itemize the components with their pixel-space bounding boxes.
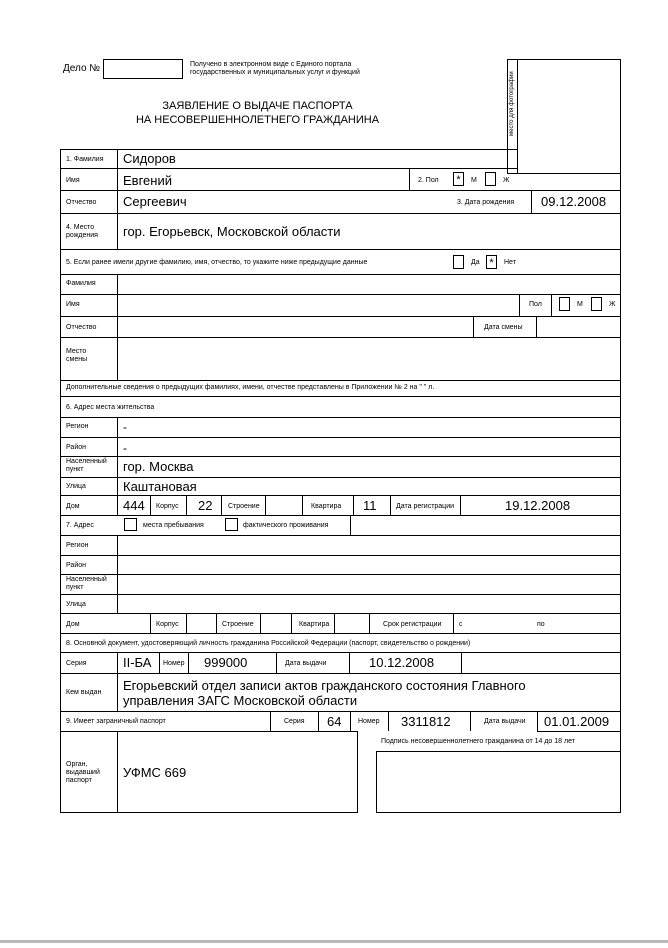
address7-heading: 7. Адрес	[66, 522, 94, 529]
main-doc-series-label: Серия	[66, 660, 87, 667]
fp-authority-value[interactable]: УФМС 669	[123, 765, 187, 780]
main-doc-series-value[interactable]: II-БА	[123, 655, 152, 670]
prev-sex-m-label: М	[577, 301, 583, 308]
fp-series-value[interactable]: 64	[327, 714, 342, 729]
main-doc-number-value[interactable]: 999000	[204, 655, 248, 670]
a7-structure-label: Строение	[222, 621, 254, 628]
surname-value[interactable]: Сидоров	[123, 151, 176, 166]
res-street-value[interactable]: Каштановая	[123, 479, 197, 494]
actual-label: фактического проживания	[243, 522, 329, 529]
res-structure-label: Строение	[228, 503, 260, 510]
res-locality-label: Населенный пункт	[66, 458, 107, 473]
photo-label: место для фотографии	[509, 71, 515, 136]
a7-building-label: Корпус	[156, 621, 179, 628]
fp-authority-label: Орган, выдавший паспорт	[66, 761, 100, 784]
prev-no-checkbox[interactable]: *	[486, 255, 497, 269]
res-reg-date-value[interactable]: 19.12.2008	[505, 498, 571, 513]
res-apartment-label: Квартира	[311, 503, 342, 510]
res-house-value[interactable]: 444	[123, 498, 145, 513]
fp-number-value[interactable]: 3311812	[401, 714, 451, 729]
main-doc-heading: 8. Основной документ, удостоверяющий личность гражданина Российской Федерации (паспорт, свидетельство о рождении)	[66, 640, 471, 647]
a7-house-label: Дом	[66, 621, 80, 628]
prev-yes-label: Да	[471, 259, 480, 266]
sex-m-checkbox[interactable]: *	[453, 172, 464, 186]
residence-heading: 6. Адрес места жительства	[66, 404, 155, 411]
birth-date-value[interactable]: 09.12.2008	[541, 194, 607, 209]
fp-series-label: Серия	[284, 718, 305, 725]
res-district-label: Район	[66, 444, 86, 451]
prev-sex-label: Пол	[529, 301, 542, 308]
form-title-line1: ЗАЯВЛЕНИЕ О ВЫДАЧЕ ПАСПОРТА	[162, 100, 353, 112]
prev-name-label: Имя	[66, 301, 80, 308]
res-reg-date-label: Дата регистрации	[396, 503, 455, 510]
birth-place-value[interactable]: гор. Егорьевск, Московской области	[123, 224, 341, 239]
res-region-value[interactable]: -	[123, 420, 127, 434]
fp-number-label: Номер	[358, 718, 380, 725]
res-locality-value[interactable]: гор. Москва	[123, 459, 194, 474]
a7-locality-label: Населенный пункт	[66, 576, 107, 591]
signature-label: Подпись несовершеннолетнего гражданина от 14 до 18 лет	[381, 738, 575, 745]
name-value[interactable]: Евгений	[123, 173, 172, 188]
fp-issue-date-label: Дата выдачи	[484, 718, 526, 725]
change-place-label: Место смены	[66, 348, 88, 363]
main-doc-issue-date-value[interactable]: 10.12.2008	[369, 655, 435, 670]
prev-sex-f-label: Ж	[609, 301, 616, 308]
patronymic-label: Отчество	[66, 199, 97, 206]
page-bottom-edge	[0, 940, 668, 943]
a7-to-label: по	[537, 621, 545, 628]
change-date-label: Дата смены	[484, 324, 523, 331]
prev-sex-f-checkbox[interactable]	[591, 297, 602, 311]
photo-box	[507, 59, 621, 174]
surname-label: 1. Фамилия	[66, 156, 104, 163]
a7-region-label: Регион	[66, 542, 89, 549]
res-house-label: Дом	[66, 503, 80, 510]
signature-box[interactable]	[376, 751, 621, 813]
issued-by-line1[interactable]: Егорьевский отдел записи актов гражданского состояния Главного	[123, 678, 526, 693]
sex-m-label: М	[471, 177, 477, 184]
additional-info: Дополнительные сведения о предыдущих фамилиях, имени, отчестве представлены в Приложении № 2 на " " л.	[66, 384, 435, 391]
res-building-value[interactable]: 22	[198, 498, 213, 513]
name-label: Имя	[66, 177, 80, 184]
prev-sex-m-checkbox[interactable]	[559, 297, 570, 311]
main-doc-number-label: Номер	[163, 660, 185, 667]
case-number-label: Дело №	[63, 63, 101, 74]
stay-label: места пребывания	[143, 522, 204, 529]
form-title-line2: НА НЕСОВЕРШЕННОЛЕТНЕГО ГРАЖДАНИНА	[135, 114, 380, 126]
a7-term-label: Срок регистрации	[383, 621, 442, 628]
prev-surname-label: Фамилия	[66, 280, 96, 287]
res-district-value[interactable]: -	[123, 441, 127, 455]
a7-street-label: Улица	[66, 601, 86, 608]
sex-label: 2. Пол	[418, 177, 439, 184]
prev-patronymic-label: Отчество	[66, 324, 97, 331]
photo-divider	[517, 59, 518, 174]
issued-by-label: Кем выдан	[66, 689, 102, 696]
main-doc-issue-date-label: Дата выдачи	[285, 660, 327, 667]
a7-apartment-label: Квартира	[299, 621, 330, 628]
a7-district-label: Район	[66, 562, 86, 569]
stay-checkbox[interactable]	[124, 518, 137, 531]
sex-f-checkbox[interactable]	[485, 172, 496, 186]
birth-place-label: 4. Место рождения	[66, 224, 98, 239]
case-number-field[interactable]	[103, 59, 183, 79]
prev-yes-checkbox[interactable]	[453, 255, 464, 269]
res-building-label: Корпус	[156, 503, 179, 510]
prev-no-label: Нет	[504, 259, 516, 266]
previous-names-question: 5. Если ранее имели другие фамилию, имя, отчество, то укажите ниже предыдущие данные	[66, 259, 368, 266]
patronymic-value[interactable]: Сергеевич	[123, 194, 187, 209]
birth-date-label: 3. Дата рождения	[457, 199, 515, 206]
res-region-label: Регион	[66, 423, 89, 430]
res-apartment-value[interactable]: 11	[363, 498, 377, 513]
a7-from-label: с	[459, 621, 463, 628]
foreign-passport-heading: 9. Имеет заграничный паспорт	[66, 718, 166, 725]
sex-f-label: Ж	[503, 177, 510, 184]
fp-issue-date-value[interactable]: 01.01.2009	[544, 714, 610, 729]
received-note: Получено в электронном виде с Единого портала государственных и муниципальных услуг и функций	[190, 61, 360, 76]
res-street-label: Улица	[66, 483, 86, 490]
issued-by-line2[interactable]: управления ЗАГС Московской области	[123, 693, 358, 708]
actual-checkbox[interactable]	[225, 518, 238, 531]
